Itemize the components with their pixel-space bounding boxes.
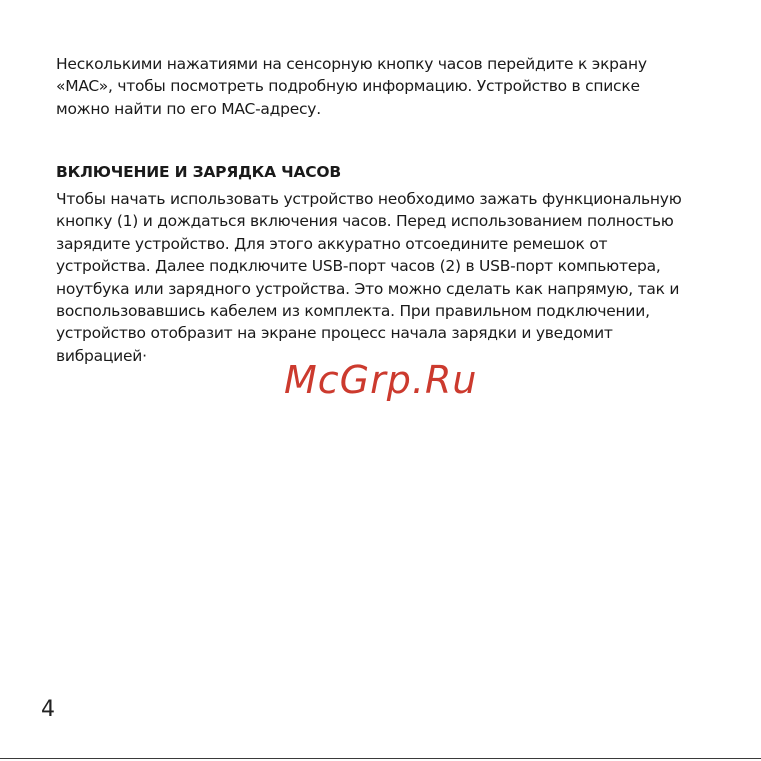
section-line: кнопку (1) и дождаться включения часов. Перед использованием полностью xyxy=(56,212,674,231)
section-line: зарядите устройство. Для этого аккуратно отсоедините ремешок от xyxy=(56,234,608,253)
intro-paragraph xyxy=(56,53,647,120)
section-line: устройство отобразит на экране процесс начала зарядки и уведомит xyxy=(56,324,613,343)
bottom-divider xyxy=(0,758,761,759)
section-line: устройства. Далее подключите USB-порт часов (2) в USB-порт компьютера, xyxy=(56,257,661,276)
section-line: Чтобы начать использовать устройство необходимо зажать функциональную xyxy=(56,190,682,208)
intro-line: «MAC», чтобы посмотреть подробную информацию. Устройство в списке xyxy=(56,77,640,96)
watermark-text: McGrp.Ru xyxy=(284,358,478,402)
section-line: вибрацией· xyxy=(56,346,147,365)
section-line: воспользовавшись кабелем из комплекта. При правильном подключении, xyxy=(56,302,650,321)
section-line: ноутбука или зарядного устройства. Это можно сделать как напрямую, так и xyxy=(56,279,680,298)
page-number: 4 xyxy=(41,697,55,722)
intro-line: можно найти по его MAC-адресу. xyxy=(56,99,321,118)
intro-line: Несколькими нажатиями на сенсорную кнопку часов перейдите к экрану xyxy=(56,55,647,73)
section-heading: ВКЛЮЧЕНИЕ И ЗАРЯДКА ЧАСОВ xyxy=(56,163,342,181)
section-paragraph xyxy=(56,188,682,367)
